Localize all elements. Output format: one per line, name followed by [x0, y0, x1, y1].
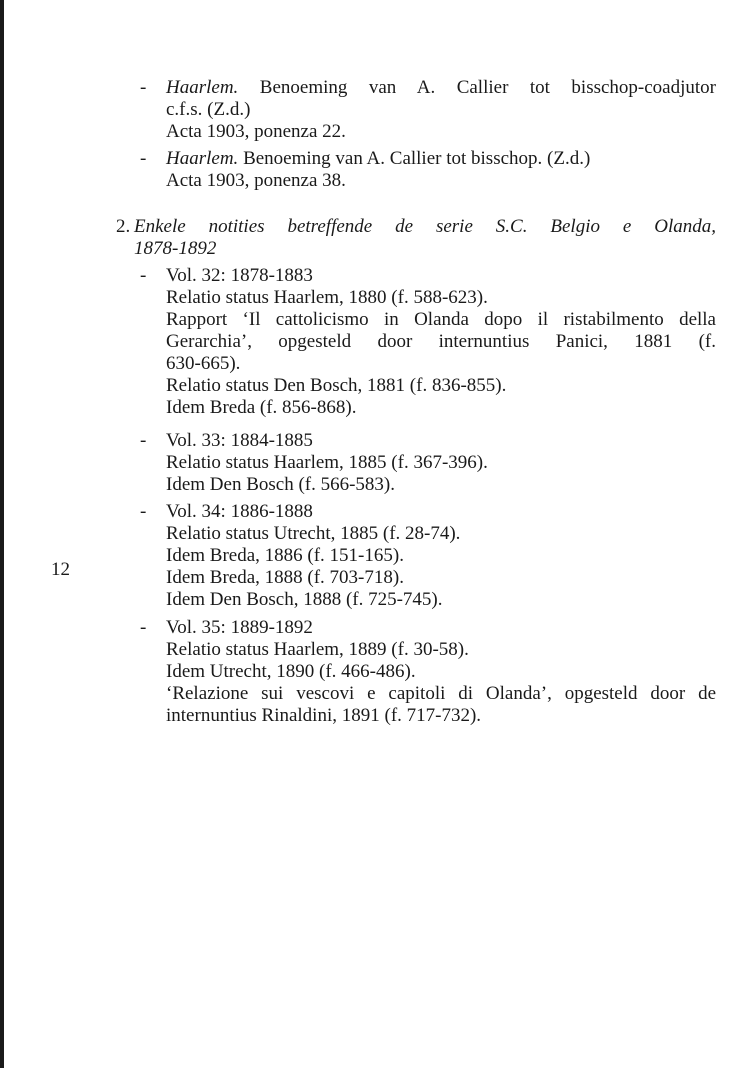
entry-line: c.f.s. (Z.d.)	[166, 99, 251, 120]
left-margin-rule	[0, 0, 4, 1068]
volume-line: Gerarchia’, opgesteld door internuntius Panici, 1881 (f.	[166, 331, 716, 352]
section-heading	[116, 216, 716, 260]
volume-heading: Vol. 33: 1884-1885	[166, 430, 313, 451]
list-item	[140, 77, 716, 143]
volume-line: Relatio status Utrecht, 1885 (f. 28-74).	[166, 523, 461, 544]
volume-line: Idem Breda, 1886 (f. 151-165).	[166, 545, 404, 566]
entry-line: Haarlem. Benoeming van A. Callier tot bisschop. (Z.d.)	[166, 148, 591, 169]
list-dash: -	[140, 501, 147, 522]
volume-line: ‘Relazione sui vescovi e capitoli di Olanda’, opgesteld door de	[166, 683, 716, 704]
volume-line: Idem Den Bosch (f. 566-583).	[166, 474, 396, 495]
list-dash: -	[140, 617, 147, 638]
volume-heading: Vol. 35: 1889-1892	[166, 617, 313, 638]
volume-line: 630-665).	[166, 353, 241, 374]
volume-entry	[140, 617, 716, 727]
entry-line: Haarlem. Benoeming van A. Callier tot bisschop-coadjutor	[166, 77, 716, 98]
page-number: 12	[51, 559, 70, 580]
volume-line: internuntius Rinaldini, 1891 (f. 717-732).	[166, 705, 482, 726]
list-dash: -	[140, 265, 147, 286]
volume-entry	[140, 501, 716, 611]
volume-line: Relatio status Haarlem, 1889 (f. 30-58).	[166, 639, 469, 660]
section-title: Enkele notities betreffende de serie S.C. Belgio e Olanda,	[134, 216, 716, 237]
volume-heading: Vol. 34: 1886-1888	[166, 501, 313, 522]
entry-line: Acta 1903, ponenza 22.	[166, 121, 346, 142]
volume-entry	[140, 430, 716, 496]
volume-line: Relatio status Haarlem, 1885 (f. 367-396).	[166, 452, 488, 473]
volume-line: Idem Den Bosch, 1888 (f. 725-745).	[166, 589, 443, 610]
volume-line: Relatio status Den Bosch, 1881 (f. 836-855).	[166, 375, 507, 396]
list-dash: -	[140, 77, 147, 98]
volume-line: Idem Utrecht, 1890 (f. 466-486).	[166, 661, 416, 682]
list-dash: -	[140, 430, 147, 451]
volume-heading: Vol. 32: 1878-1883	[166, 265, 313, 286]
volume-line: Idem Breda (f. 856-868).	[166, 397, 357, 418]
entry-line: Acta 1903, ponenza 38.	[166, 170, 346, 191]
list-dash: -	[140, 148, 147, 169]
list-item	[140, 148, 716, 192]
volume-line: Rapport ‘Il cattolicismo in Olanda dopo il ristabilmento della	[166, 309, 716, 330]
volume-line: Relatio status Haarlem, 1880 (f. 588-623).	[166, 287, 488, 308]
volume-line: Idem Breda, 1888 (f. 703-718).	[166, 567, 404, 588]
section-number: 2.	[116, 216, 131, 237]
volume-entry	[140, 265, 716, 419]
section-title: 1878-1892	[134, 238, 217, 259]
